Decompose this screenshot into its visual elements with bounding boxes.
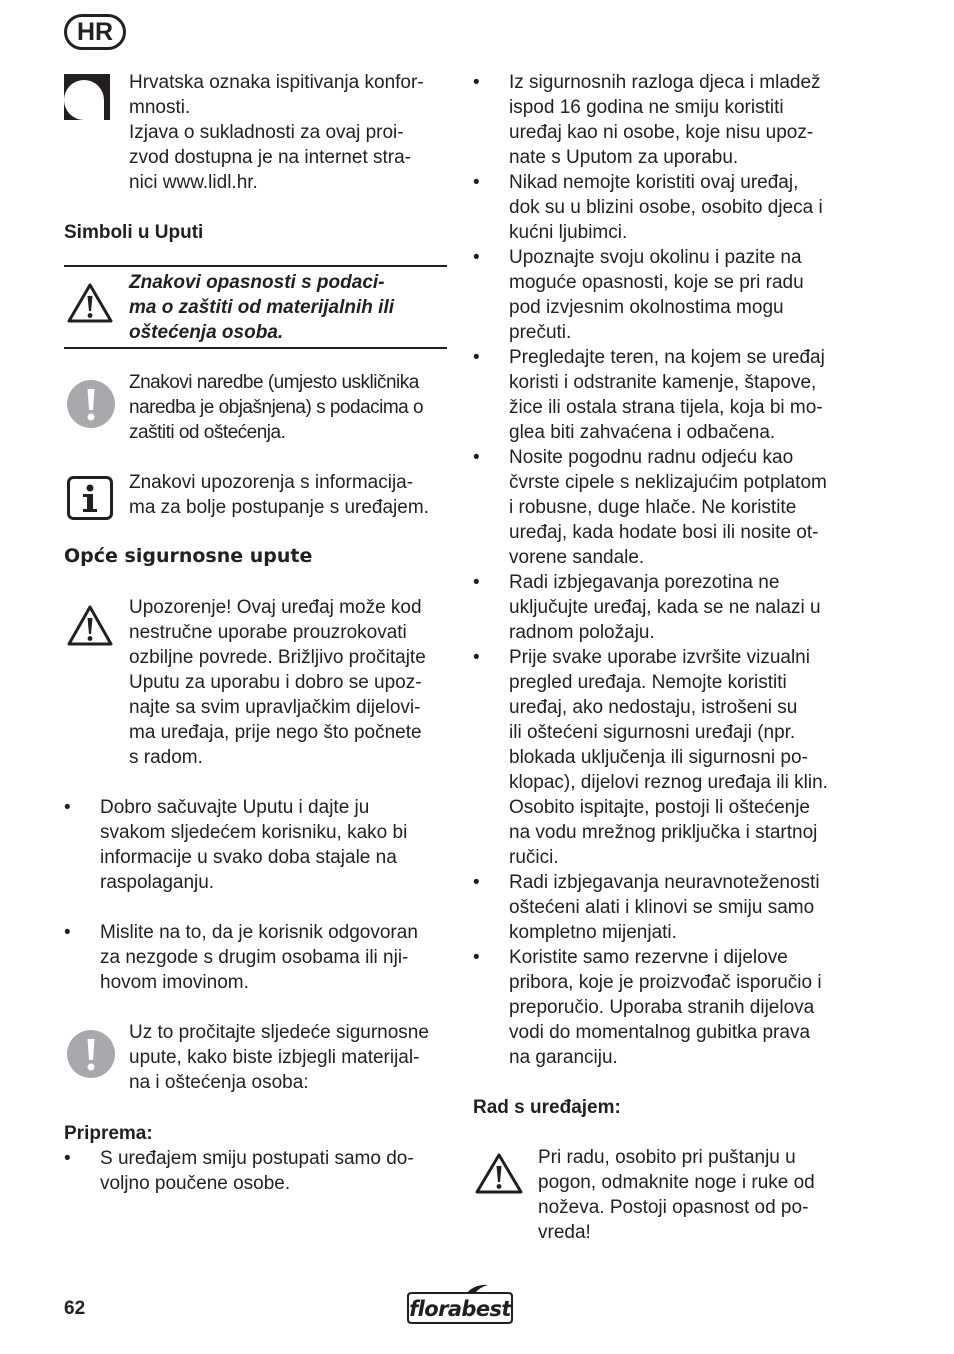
list-item: S uređajem smiju postupati samo do- voljno poučene osobe. — [100, 1148, 414, 1194]
warning-triangle-icon — [474, 1152, 524, 1196]
read-note: Uz to pročitajte sljedeće sigurnosne upute, kako biste izbjegli materijal- na i oštećenja osoba: — [129, 1022, 429, 1093]
bullet-marker: • — [473, 172, 480, 193]
command-note: Znakovi naredbe (umjesto uskličnika naredba je objašnjena) s podacima o zaštiti od oštećenja. — [129, 372, 424, 443]
page-number: 62 — [64, 1298, 86, 1319]
bullet-marker: • — [64, 797, 71, 818]
warning-triangle-icon — [66, 604, 114, 648]
language-badge: HR — [64, 14, 126, 50]
info-note: Znakovi upozorenja s informacija- ma za bolje postupanje s uređajem. — [129, 472, 429, 518]
divider-bottom — [64, 347, 447, 349]
conformity-text: Hrvatska oznaka ispitivanja konfor- mnosti. Izjava o sukladnosti za ovaj proi- zvod dostupna je na internet stra- nici www.lidl.hr. — [129, 72, 424, 193]
list-item: • Radi izbjegavanja neuravnoteženosti oštećeni alati i klinovi se smiju samo kompletno mijenjati. — [473, 872, 820, 943]
bullet-marker: • — [64, 1148, 71, 1169]
conformity-mark-icon — [64, 74, 110, 120]
work-warning-text: Pri radu, osobito pri puštanju u pogon, odmaknite noge i ruke od noževa. Postoji opasnost od po- vreda! — [538, 1147, 815, 1243]
list-item: • Prije svake uporabe izvršite vizualni pregled uređaja. Nemojte koristiti uređaj, ako nedostaju, istrošeni su ili oštećeni sigurnosni uređaji (npr. blokada uključenja ili sigurnosni po- klopac), dijelovi reznog uređaja ili klin. Osobito ispitajte, postoji li oštećenje na vodu mrežnog priključka i startnoj ručici. — [473, 647, 828, 868]
warning-triangle-icon — [66, 282, 114, 324]
list-item: • Nikad nemojte koristiti ovaj uređaj, dok su u blizini osobe, osobito djeca i kućni ljubimci. — [473, 172, 823, 243]
bullet-marker: • — [473, 647, 480, 668]
list-item: • Koristite samo rezervne i dijelove pribora, koje je proizvođač isporučio i preporučio. Uporaba stranih dijelova vodi do momentalnog gubitka prava na garanciju. — [473, 947, 822, 1068]
safety-heading: Opće sigurnosne upute — [64, 545, 313, 567]
list-item: • Pregledajte teren, na kojem se uređaj koristi i odstranite kamenje, štapove, žice ili ostala strana tijela, koja bi mo- glea biti zahvaćena i odbačena. — [473, 347, 825, 443]
bullet-marker: • — [473, 947, 480, 968]
bullet-marker: • — [473, 872, 480, 893]
list-item: • Radi izbjegavanja porezotina ne uključujte uređaj, kada se ne nalazi u radnom položaju. — [473, 572, 821, 643]
warning-text: Upozorenje! Ovaj uređaj može kod nestručne uporabe prouzrokovati ozbiljne povrede. Brižljivo pročitajte Uputu za uporabu i dobro se upoz- najte sa svim upravljačkim dijelovi- ma uređaja, prije nego što počnete s radom. — [129, 597, 426, 768]
list-item: Dobro sačuvajte Uputu i dajte ju svakom sljedećem korisniku, kako bi informacije u svako doba stajale na raspolaganju. — [100, 797, 408, 893]
bullet-marker: • — [473, 572, 480, 593]
bullet-marker: • — [473, 447, 480, 468]
right-bullet-list — [473, 70, 893, 1070]
list-item: Mislite na to, da je korisnik odgovoran za nezgode s drugim osobama ili nji- hovom imovinom. — [100, 922, 418, 993]
bullet-marker: • — [473, 247, 480, 268]
bullet-marker: • — [64, 922, 71, 943]
symbols-heading: Simboli u Uputi — [64, 222, 204, 243]
list-item: • Upoznajte svoju okolinu i pazite na moguće opasnosti, koje se pri radu pod izvjesnim okolnostima mogu prečuti. — [473, 247, 804, 343]
danger-note: Znakovi opasnosti s podaci- ma o zaštiti od materijalnih ili oštećenja osoba. — [129, 272, 394, 343]
svg-text:florabest: florabest — [409, 1297, 511, 1321]
list-item: • Iz sigurnosnih razloga djeca i mladež ispod 16 godina ne smiju koristiti uređaj kao ni osobe, koje nisu upoz- nate s Uputom za uporabu. — [473, 72, 821, 168]
bullet-marker: • — [473, 72, 480, 93]
mandatory-exclamation-icon — [66, 1029, 116, 1079]
divider-top — [64, 265, 447, 267]
prep-heading: Priprema: — [64, 1123, 153, 1144]
list-item: • Nosite pogodnu radnu odjeću kao čvrste cipele s neklizajućim potplatom i robusne, duge hlače. Ne koristite uređaj, kada hodate bosi ili nosite ot- vorene sandale. — [473, 447, 827, 568]
work-heading: Rad s uređajem: — [473, 1097, 621, 1118]
mandatory-exclamation-icon — [66, 379, 116, 429]
info-icon — [67, 476, 113, 520]
bullet-marker: • — [473, 347, 480, 368]
florabest-logo — [404, 1284, 516, 1326]
